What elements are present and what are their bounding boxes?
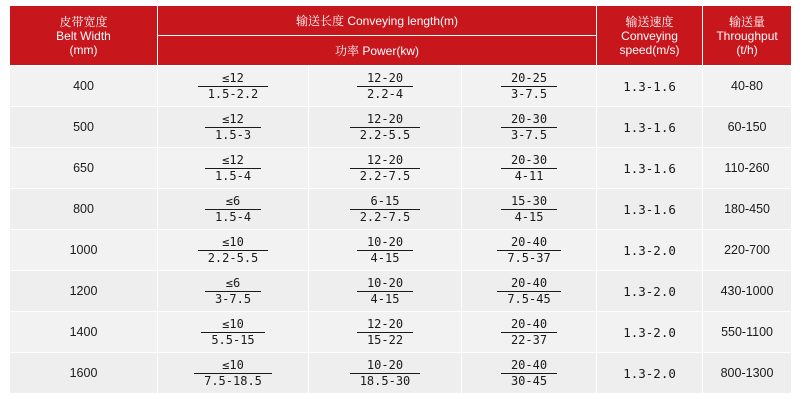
belt-width-cell: 1000 <box>10 230 158 271</box>
length-over-power <box>357 276 413 307</box>
belt-width-cell: 400 <box>10 66 158 107</box>
length-power-cell-3 <box>462 353 597 394</box>
speed-cell: 1.3-2.0 <box>597 271 703 312</box>
conveying-length-value: 6-15 <box>350 194 421 210</box>
header-throughput-en: Throughput <box>716 28 778 43</box>
power-value: 1.5-4 <box>214 168 252 183</box>
length-power-cell-1 <box>158 230 309 271</box>
table-row <box>10 353 792 394</box>
length-over-power <box>357 317 413 348</box>
conveying-length-value: 10-20 <box>350 358 421 374</box>
length-over-power <box>501 112 557 143</box>
conveying-length-value: ≤12 <box>205 112 261 128</box>
throughput-cell: 800-1300 <box>703 353 792 394</box>
length-over-power <box>205 276 261 307</box>
speed-cell: 1.3-1.6 <box>597 148 703 189</box>
conveying-length-value: 20-30 <box>501 112 557 128</box>
table-row <box>10 107 792 148</box>
length-power-cell-2 <box>309 107 462 148</box>
length-over-power <box>501 153 557 184</box>
header-speed-cn: 输送速度 <box>625 14 674 29</box>
length-power-cell-3 <box>462 312 597 353</box>
length-power-cell-1 <box>158 66 309 107</box>
length-power-cell-2 <box>309 312 462 353</box>
power-value: 30-45 <box>510 373 548 388</box>
power-value: 2.2-7.5 <box>359 209 411 224</box>
conveying-length-value: 10-20 <box>357 235 413 251</box>
length-power-cell-3 <box>462 230 597 271</box>
length-power-cell-2 <box>309 66 462 107</box>
conveying-length-value: 20-40 <box>501 358 557 374</box>
belt-width-cell: 500 <box>10 107 158 148</box>
speed-cell: 1.3-1.6 <box>597 66 703 107</box>
power-value: 4-15 <box>370 250 400 265</box>
conveying-length-value: ≤12 <box>198 71 269 87</box>
power-value: 4-11 <box>514 168 544 183</box>
power-value: 2.2-4 <box>366 86 404 101</box>
conveying-length-value: ≤6 <box>205 276 261 292</box>
header-speed-unit: speed(m/s) <box>619 42 680 57</box>
length-over-power <box>201 317 264 348</box>
throughput-cell: 550-1100 <box>703 312 792 353</box>
length-over-power <box>497 235 560 266</box>
table-row <box>10 271 792 312</box>
power-value: 7.5-18.5 <box>204 373 262 388</box>
length-over-power <box>501 194 557 225</box>
conveying-length-value: ≤12 <box>205 153 261 169</box>
conveying-length-value: ≤10 <box>201 317 264 333</box>
length-over-power <box>194 358 272 389</box>
table-row <box>10 189 792 230</box>
length-power-cell-1 <box>158 353 309 394</box>
power-value: 3-7.5 <box>214 291 252 306</box>
throughput-cell: 40-80 <box>703 66 792 107</box>
speed-cell: 1.3-2.0 <box>597 353 703 394</box>
power-value: 3-7.5 <box>510 86 548 101</box>
length-power-cell-3 <box>462 66 597 107</box>
power-value: 22-37 <box>510 332 548 347</box>
length-over-power <box>198 235 269 266</box>
length-power-cell-1 <box>158 271 309 312</box>
conveying-length-value: 12-20 <box>357 317 413 333</box>
conveying-length-value: 15-30 <box>501 194 557 210</box>
conveying-length-value: 12-20 <box>350 153 421 169</box>
length-power-cell-1 <box>158 312 309 353</box>
length-power-cell-3 <box>462 271 597 312</box>
table-body <box>10 66 792 394</box>
table-row <box>10 148 792 189</box>
length-over-power <box>350 112 421 143</box>
length-power-cell-2 <box>309 148 462 189</box>
length-over-power <box>205 194 261 225</box>
header-speed-en: Conveying <box>621 28 678 43</box>
conveying-length-value: ≤6 <box>205 194 261 210</box>
table-row <box>10 312 792 353</box>
power-value: 1.5-3 <box>214 127 252 142</box>
header-belt-width-unit: (mm) <box>69 42 98 57</box>
length-over-power <box>198 71 269 102</box>
table-row <box>10 230 792 271</box>
header-throughput <box>703 6 792 66</box>
length-over-power <box>350 153 421 184</box>
belt-width-cell: 800 <box>10 189 158 230</box>
table-row <box>10 66 792 107</box>
length-power-cell-1 <box>158 107 309 148</box>
power-value: 7.5-45 <box>507 291 551 306</box>
belt-width-cell: 650 <box>10 148 158 189</box>
length-over-power <box>357 235 413 266</box>
power-value: 2.2-5.5 <box>207 250 259 265</box>
belt-width-cell: 1600 <box>10 353 158 394</box>
speed-cell: 1.3-1.6 <box>597 107 703 148</box>
power-value: 1.5-4 <box>214 209 252 224</box>
throughput-cell: 220-700 <box>703 230 792 271</box>
throughput-cell: 430-1000 <box>703 271 792 312</box>
power-value: 1.5-2.2 <box>207 86 259 101</box>
header-belt-width-en: Belt Width <box>56 28 111 43</box>
length-over-power <box>205 153 261 184</box>
throughput-cell: 60-150 <box>703 107 792 148</box>
length-power-cell-3 <box>462 189 597 230</box>
length-power-cell-2 <box>309 189 462 230</box>
conveying-length-value: 20-30 <box>501 153 557 169</box>
power-value: 4-15 <box>514 209 544 224</box>
power-value: 5.5-15 <box>211 332 255 347</box>
speed-cell: 1.3-1.6 <box>597 189 703 230</box>
length-power-cell-2 <box>309 271 462 312</box>
conveying-length-value: 12-20 <box>357 71 413 87</box>
conveying-length-value: 20-25 <box>501 71 557 87</box>
power-value: 2.2-7.5 <box>359 168 411 183</box>
length-over-power <box>350 358 421 389</box>
conveying-length-value: ≤10 <box>194 358 272 374</box>
power-value: 15-22 <box>366 332 404 347</box>
length-over-power <box>350 194 421 225</box>
conveying-length-value: ≤10 <box>198 235 269 251</box>
header-power: 功率 Power(kw) <box>158 36 597 66</box>
conveying-length-value: 12-20 <box>350 112 421 128</box>
throughput-cell: 180-450 <box>703 189 792 230</box>
header-speed <box>597 6 703 66</box>
power-value: 2.2-5.5 <box>359 127 411 142</box>
length-over-power <box>501 358 557 389</box>
length-power-cell-1 <box>158 189 309 230</box>
length-power-cell-1 <box>158 148 309 189</box>
conveying-length-value: 20-40 <box>501 317 557 333</box>
throughput-cell: 110-260 <box>703 148 792 189</box>
length-over-power <box>501 71 557 102</box>
power-value: 3-7.5 <box>510 127 548 142</box>
header-belt-width <box>10 6 158 66</box>
length-over-power <box>497 276 560 307</box>
power-value: 4-15 <box>370 291 400 306</box>
length-over-power <box>357 71 413 102</box>
length-power-cell-2 <box>309 230 462 271</box>
length-power-cell-3 <box>462 107 597 148</box>
length-over-power <box>205 112 261 143</box>
speed-cell: 1.3-2.0 <box>597 230 703 271</box>
conveying-length-value: 10-20 <box>357 276 413 292</box>
belt-width-cell: 1200 <box>10 271 158 312</box>
header-throughput-cn: 输送量 <box>729 14 766 29</box>
conveying-length-value: 20-40 <box>497 276 560 292</box>
power-value: 18.5-30 <box>359 373 411 388</box>
header-conveying-length: 输送长度 Conveying length(m) <box>158 6 597 36</box>
header-throughput-unit: (t/h) <box>736 42 758 57</box>
length-over-power <box>501 317 557 348</box>
power-value: 7.5-37 <box>507 250 551 265</box>
conveyor-spec-table <box>9 5 792 394</box>
length-power-cell-2 <box>309 353 462 394</box>
length-power-cell-3 <box>462 148 597 189</box>
speed-cell: 1.3-2.0 <box>597 312 703 353</box>
header-belt-width-cn: 皮带宽度 <box>59 14 108 29</box>
belt-width-cell: 1400 <box>10 312 158 353</box>
conveying-length-value: 20-40 <box>497 235 560 251</box>
